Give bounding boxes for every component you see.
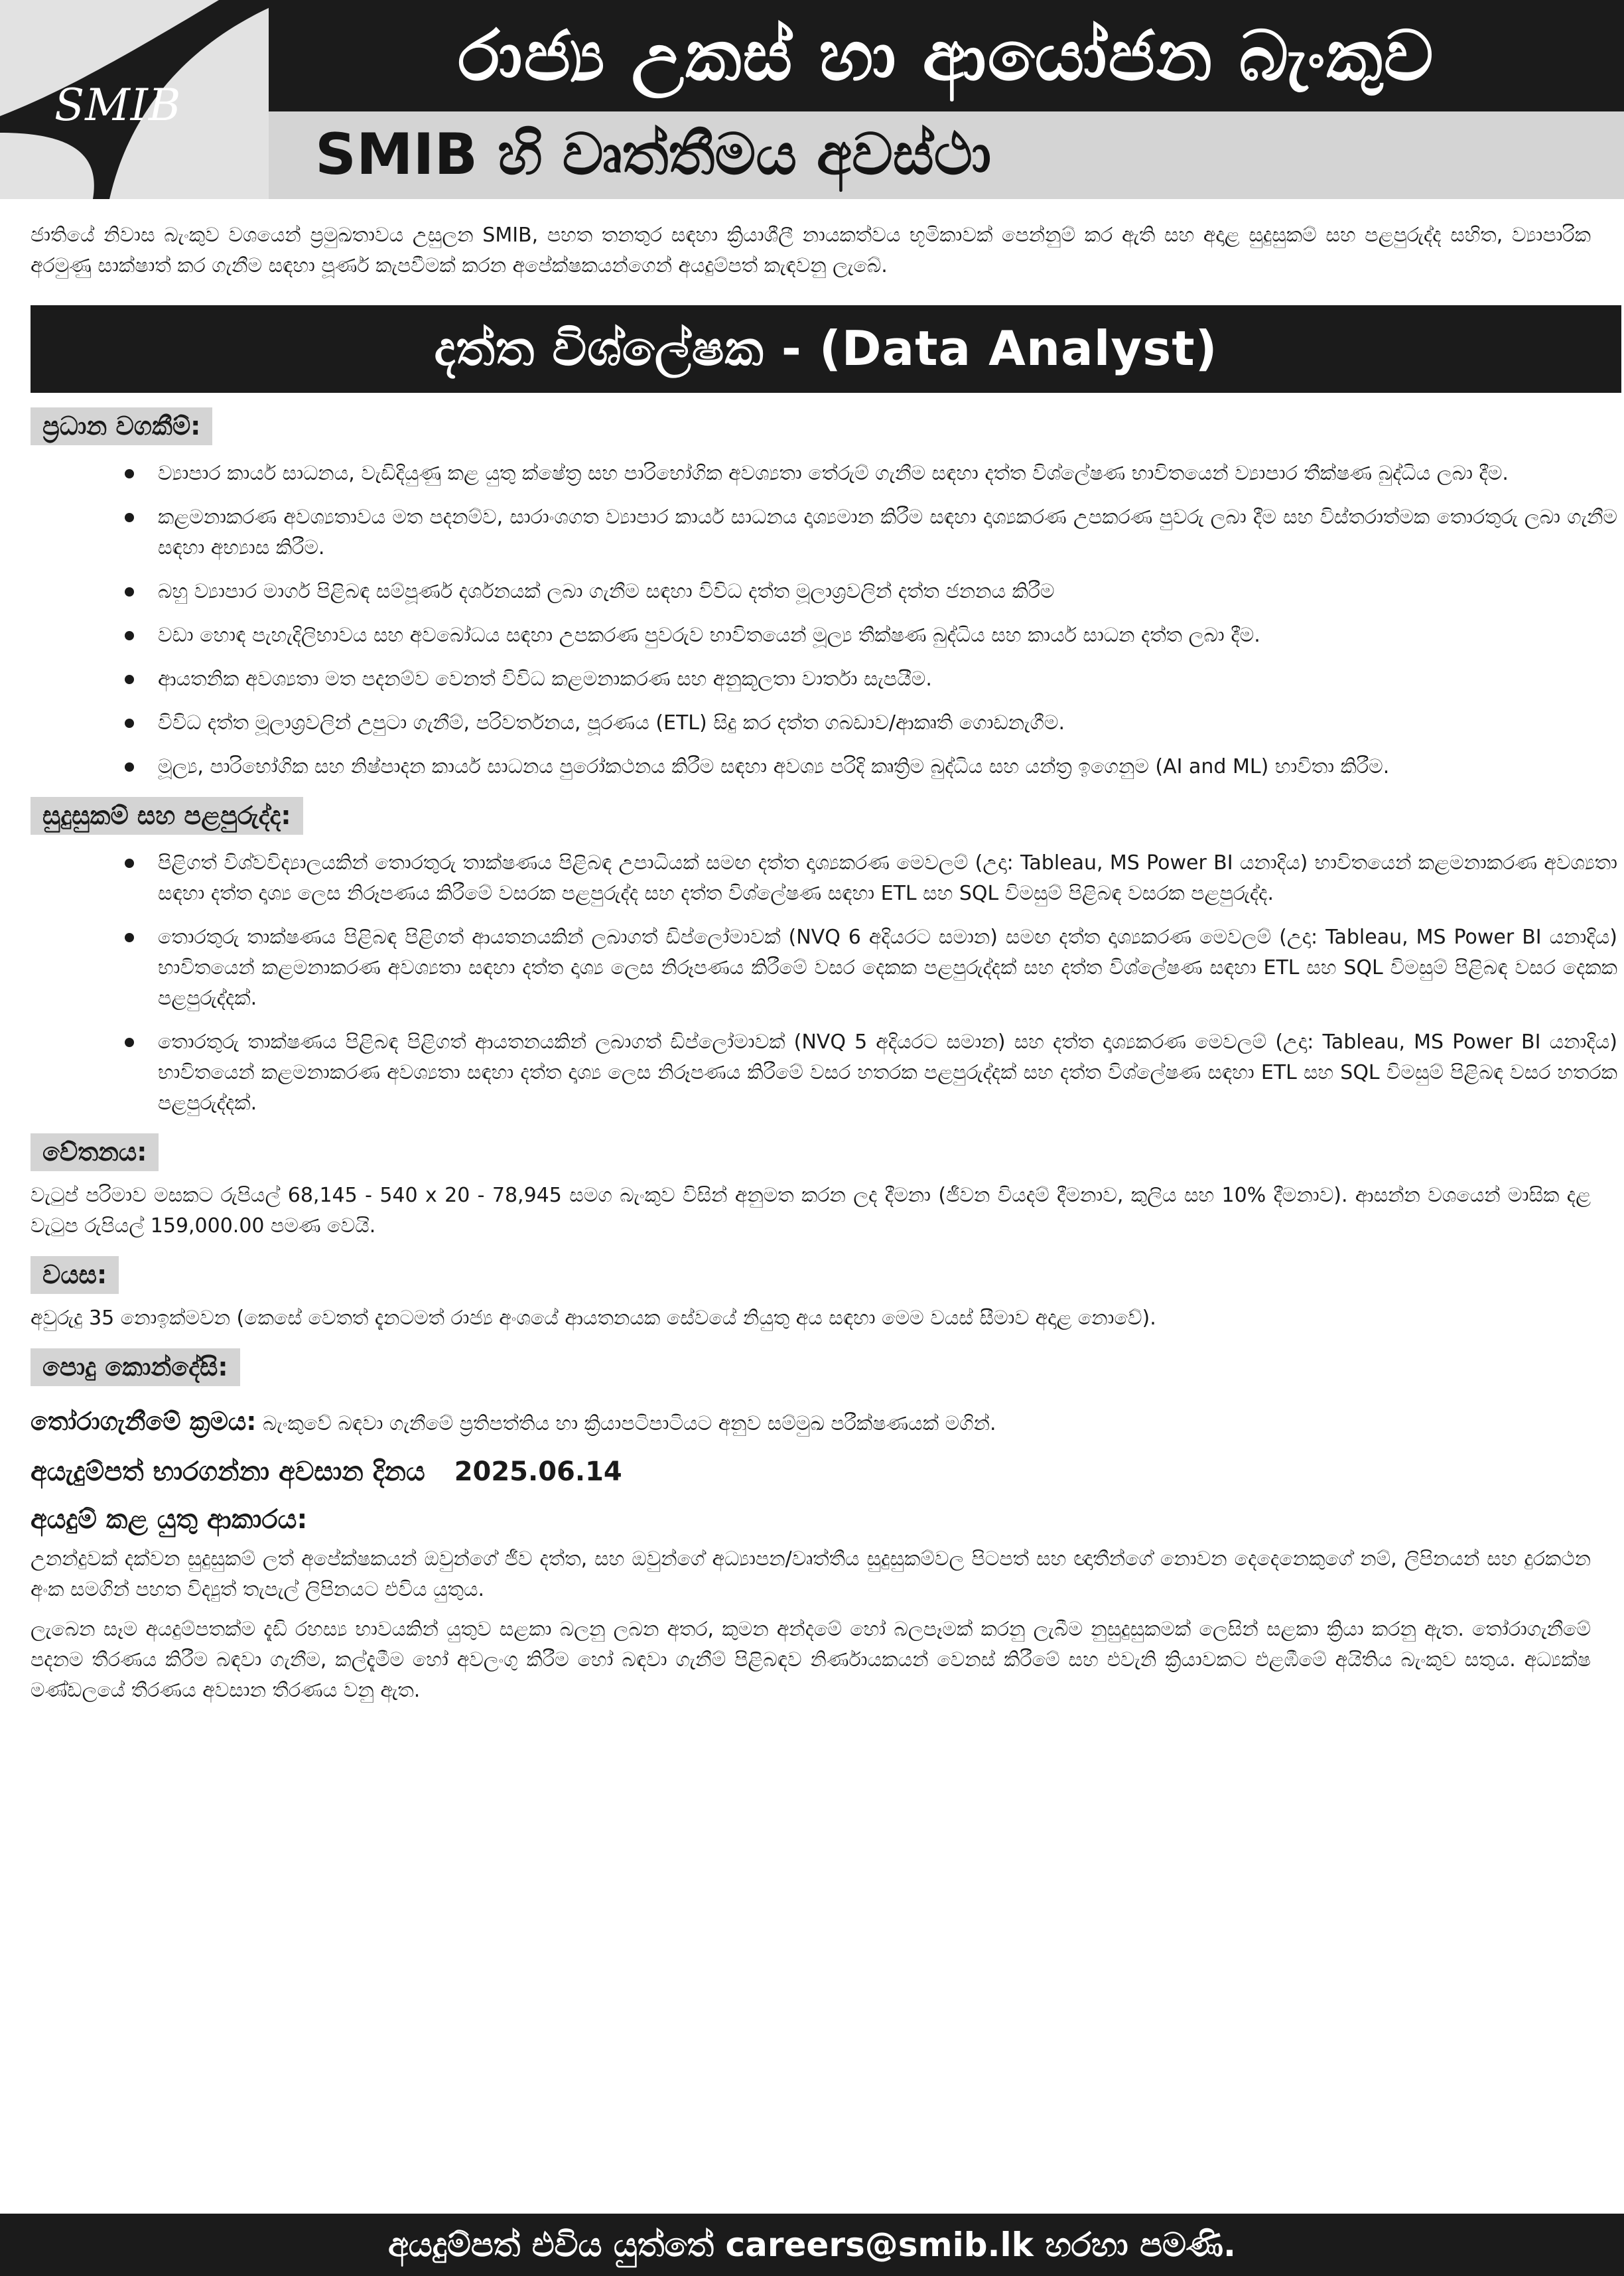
bullet-icon: [125, 513, 134, 522]
bullet-icon: [125, 469, 134, 478]
list-item: මූල්‍ය, පාරිභෝගික සහ නිෂ්පාදන කාර්ය සාධනය පුරෝකථනය කිරීම සඳහා අවශ්‍ය පරිදි කෘත්‍රිම බුද්ධිය සහ යන්ත්‍ර ඉගෙනුම (AI and ML) භාවිතා කිරීම.: [158, 752, 1617, 782]
list-item: ව්‍යාපාර කාර්ය සාධනය, වැඩිදියුණු කළ යුතු ක්ෂේත්‍ර සහ පාරිභෝගික අවශ්‍යතා තේරුම් ගැනීම සඳහා දත්ත විශ්ලේෂණ භාවිතයෙන් ව්‍යාපාර තීක්ෂණ බුද්ධිය ලබා දීම.: [158, 459, 1617, 489]
how-to-apply-text-2: ලැබෙන සෑම අයදුම්පතක්ම දැඩි රහස්‍ය භාවයකින් යුතුව සළකා බලනු ලබන අතර, කුමන අන්දමේ හෝ බලපෑමක් කරනු ලැබීම නුසුදුසුකමක් ලෙසින් සළකා ක්‍රියා කරනු ඇත. තෝරාගැනීමේ පදනම තීරණය කිරීම බඳවා ගැනීම, කල්දැමීම හෝ අවලංගු කිරීම හෝ බඳවා ගැනීම් පිළිබඳව නිර්ණායකයන් වෙනස් කිරීමේ සහ එවැනි ක්‍රියාවකට එළඹීමේ අයිතිය බැංකුව සතුය. අධ්‍යක්ෂ මණ්ඩලයේ තීරණය අවසාන තීරණය වනු ඇත.: [31, 1618, 1591, 1702]
list-item: වඩා හොඳ පැහැදිලිභාවය සහ අවබෝධය සඳහා උපකරණ පුවරුව භාවිතයෙන් මූල්‍ය තීක්ෂණ බුද්ධිය සහ කාර්ය සාධන දත්ත ලබා දීම.: [158, 620, 1617, 651]
bank-title: රාජ්‍ය උකස් හා ආයෝජන බැංකුව: [458, 15, 1435, 96]
list-item: කළමනාකරණ අවශ්‍යතාවය මත පදනම්ව, සාරාංශගත ව්‍යාපාර කාර්ය සාධනය දෘශ්‍යමාන කිරීම සඳහා දෘශ්‍යකරණ උපකරණ පුවරු ලබා දීම සහ විස්තරාත්මක තොරතුරු ලබා ගැනීම සඳහා අභ්‍යාස කිරීම.: [158, 502, 1617, 563]
apply-email-note: අයදුම්පත් එවිය යුත්තේ careers@smib.lk හරහා පමණි.: [387, 2225, 1237, 2264]
salary-text: වැටුප් පරිමාව මසකට රුපියල් 68,145 - 540 x 20 - 78,945 සමග බැංකුව විසින් අනුමත කරන ලද දීමනා (ජීවන වියදම් දීමනාව, කුලිය සහ 10% දීමනාව). ආසන්න වශයෙන් මාසික දළ වැටුප රුපියල් 159,000.00 පමණ වෙයි.: [31, 1184, 1591, 1238]
qualifications-list: [158, 848, 1617, 1119]
qualifications-heading: සුදුසුකම් සහ පළපුරුද්ද:: [31, 797, 303, 835]
selection-method: [31, 1406, 1621, 1439]
selection-method-text: බැංකුවේ බඳවා ගැනීමේ ප්‍රතිපත්තිය හා ක්‍රියාපටිපාටියට අනුව සම්මුඛ පරීක්ෂණයක් මගින්.: [263, 1412, 996, 1435]
bullet-icon: [125, 933, 134, 942]
duties-heading: ප්‍රධාන වගකීම්:: [31, 407, 212, 445]
careers-subtitle: SMIB හි වෘත්තීමය අවස්ථා: [315, 121, 992, 188]
bullet-icon: [125, 675, 134, 684]
age-heading: වයස:: [31, 1256, 119, 1294]
salary-heading: වේතනය:: [31, 1133, 159, 1171]
list-item: බහු ව්‍යාපාර මාර්ග පිළිබඳ සම්පූර්ණ දර්ශනයක් ලබා ගැනීම සඳහා විවිධ දත්ත මූලාශ්‍රවලින් දත්ත ජනනය කිරීම: [158, 577, 1617, 607]
how-to-apply-text-1: උනන්දුවක් දක්වන සුදුසුකම් ලත් අපේක්ෂකයන් ඔවුන්ගේ ජීව දත්ත, සහ ඔවුන්ගේ අධ්‍යාපන/වෘත්තීය සුදුසුකම්වල පිටපත් සහ ඥාතීන්ගේ නොවන දෙදෙනෙකුගේ නම්, ලිපිනයන් සහ දුරකථන අංක සමගින් පහත විද්‍යුත් තැපැල් ලිපිනයට එවිය යුතුය.: [31, 1547, 1591, 1601]
list-item: තොරතුරු තාක්ෂණය පිළිබඳ පිළිගත් ආයතනයකින් ලබාගත් ඩිප්ලෝමාවක් (NVQ 6 අදියරට සමාන) සමඟ දත්ත දෘශ්‍යකරණ මෙවලම් (උදා: Tableau, MS Power BI යනාදිය) භාවිතයෙන් කළමනාකරණ අවශ්‍යතා සඳහා දත්ත දෘශ්‍ය ලෙස නිරූපණය කිරීමේ වසර දෙකක පළපුරුද්දක් සහ දත්ත විශ්ලේෂණ සඳහා ETL සහ SQL විමසුම් පිළිබඳ වසර දෙකක පළපුරුද්දක්.: [158, 922, 1617, 1014]
list-item: විවිධ දත්ත මූලාශ්‍රවලින් උපුටා ගැනීම්, පරිවර්තනය, පූරණය (ETL) සිදු කර දත්ත ගබඩාව/ආකෘති ගොඩනැගීම.: [158, 708, 1617, 739]
footer-bar: [0, 2214, 1624, 2276]
advert-body: [31, 220, 1621, 1706]
age-text: අවුරුදු 35 නොඉක්මවන (කෙසේ වෙතත් දැනටමත් රාජ්‍ය අංශයේ ආයතනයක සේවයේ නියුතු අය සඳහා මෙම වයස් සීමාව අදාළ නොවේ).: [31, 1307, 1156, 1330]
bullet-icon: [125, 719, 134, 728]
general-conditions-heading: පොදු කොන්දේසි:: [31, 1348, 240, 1386]
smib-logo: [0, 0, 269, 199]
selection-method-label: තෝරාගැනීමේ ක්‍රමය:: [31, 1407, 257, 1436]
bullet-icon: [125, 762, 134, 772]
closing-date-line: [31, 1457, 1621, 1487]
how-to-apply-heading: අයදුම් කළ යුතු ආකාරය:: [31, 1504, 308, 1535]
list-item: පිළිගත් විශ්වවිද්‍යාලයකින් තොරතුරු තාක්ෂණය පිළිබඳ උපාධියක් සමඟ දත්ත දෘශ්‍යකරණ මෙවලම් (උදා: Tableau, MS Power BI යනාදිය) භාවිතයෙන් කළමනාකරණ අවශ්‍යතා සඳහා දත්ත දෘශ්‍ය ලෙස නිරූපණය කිරීමේ වසරක පළපුරුද්ද සහ දත්ත විශ්ලේෂණ සඳහා ETL සහ SQL විමසුම් පිළිබඳ වසරක පළපුරුද්ද.: [158, 848, 1617, 909]
bullet-icon: [125, 587, 134, 597]
bank-title-bar: [269, 0, 1624, 111]
header: [0, 0, 1624, 206]
closing-date-label: අයැදුම්පත් භාරගන්නා අවසාන දිනය: [31, 1457, 425, 1487]
list-item: ආයතනික අවශ්‍යතා මත පදනම්ව වෙනත් විවිධ කළමනාකරණ සහ අනුකූලතා වාර්තා සැපයීම.: [158, 664, 1617, 695]
logo-text: SMIB: [54, 80, 182, 131]
job-title-bar: [31, 305, 1621, 393]
job-title: දත්ත විශ්ලේෂක - (Data Analyst): [434, 320, 1218, 376]
careers-subtitle-bar: [269, 111, 1624, 199]
list-item: තොරතුරු තාක්ෂණය පිළිබඳ පිළිගත් ආයතනයකින් ලබාගත් ඩිප්ලෝමාවක් (NVQ 5 අදියරට සමාන) සහ දත්ත දෘශ්‍යකරණ මෙවලම් (උදා: Tableau, MS Power BI යනාදිය) භාවිතයෙන් කළමනාකරණ අවශ්‍යතා සඳහා දත්ත දෘශ්‍ය ලෙස නිරූපණය කිරීමේ වසර හතරක පළපුරුද්දක් සහ දත්ත විශ්ලේෂණ සඳහා ETL සහ SQL විමසුම් පිළිබඳ වසර හතරක පළපුරුද්දක්.: [158, 1027, 1617, 1119]
bullet-icon: [125, 631, 134, 640]
duties-list: [158, 459, 1617, 782]
closing-date: 2025.06.14: [454, 1457, 622, 1487]
intro-paragraph: ජාතියේ නිවාස බැංකුව වශයෙන් ප්‍රමුඛතාවය උසුලන SMIB, පහත තනතුර සඳහා ක්‍රියාශීලී නායකත්වය භූමිකාවක් පෙන්නුම් කර ඇති සහ අදාළ සුදුසුකම් සහ පළපුරුද්ද සහිත, ව්‍යාපාරික අරමුණු සාක්ෂාත් කර ගැනීම සඳහා පූර්ණ කැපවීමක් කරන අපේක්ෂකයන්ගෙන් අයදුම්පත් කැඳවනු ලැබේ.: [31, 224, 1591, 277]
bullet-icon: [125, 1038, 134, 1047]
bullet-icon: [125, 859, 134, 868]
